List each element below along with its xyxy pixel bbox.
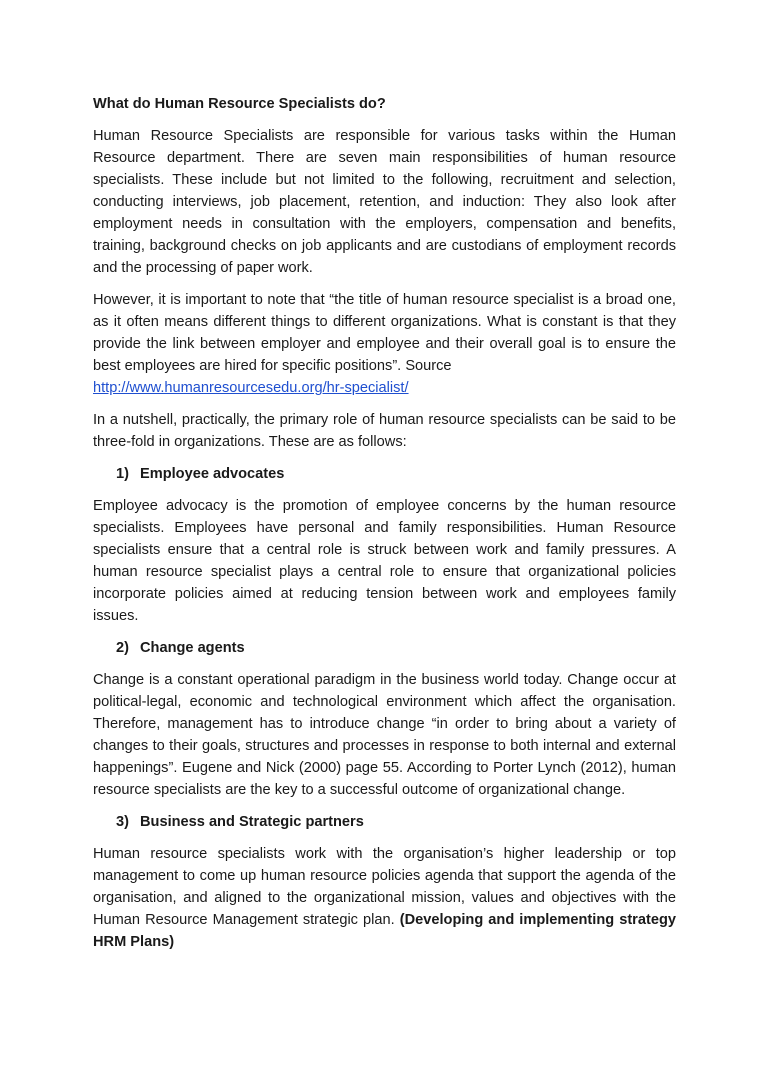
section-body-employee-advocates: Employee advocacy is the promotion of employee concerns by the human resource specialists. Employees have personal and family responsibilities. Human Resource specialists ensure that a central role is struck between work and family pressures. A human resource specialist plays a central role to ensure that organizational policies incorporate policies aimed at reducing tension between work and employees family issues.: [93, 498, 676, 624]
section-body-business-partners: [93, 843, 676, 953]
document-title: What do Human Resource Specialists do?: [93, 96, 386, 112]
source-link[interactable]: http://www.humanresourcesedu.org/hr-specialist/: [93, 380, 409, 396]
section-number: 2): [116, 640, 129, 656]
section-number: 3): [116, 814, 129, 830]
quote-paragraph: [93, 289, 676, 399]
source-label: Source: [405, 358, 452, 374]
intro-paragraph: Human Resource Specialists are responsible for various tasks within the Human Resource department. There are seven main responsibilities of human resource specialists. These include but not limited to the following, recruitment and selection, conducting interviews, job placement, retention, and induction: They also look after employment needs in consultation with the employers, compensation and benefits, training, background checks on job applicants and are custodians of employment records and the processing of paper work.: [93, 128, 676, 276]
document-page: [93, 93, 676, 963]
section-heading-text: Change agents: [140, 640, 245, 656]
section-body-text: Human resource specialists work with the organisation’s higher leadership or top management to come up human resource policies agenda that support the agenda of the organisation, and aligned to the organizational mission, values and objectives with the Human Resource Management strategic plan.: [93, 846, 676, 928]
section-heading-business-partners: [93, 811, 676, 833]
quote-text: However, it is important to note that “the title of human resource specialist is a broad one, as it often means different things to different organizations. What is constant is that they provide the link between employer and employee and their overall goal is to ensure the best employees are hired for specific positions”.: [93, 292, 676, 374]
section-heading-employee-advocates: [93, 463, 676, 485]
section-heading-change-agents: [93, 637, 676, 659]
section-number: 1): [116, 466, 129, 482]
section-heading-text: Business and Strategic partners: [140, 814, 364, 830]
section-body-change-agents: Change is a constant operational paradigm in the business world today. Change occur at political-legal, economic and technological environment which affect the organisation. Therefore, management has to introduce change “in order to bring about a variety of changes to their goals, structures and processes in response to both internal and external happenings”. Eugene and Nick (2000) page 55. According to Porter Lynch (2012), human resource specialists are the key to a successful outcome of organizational change.: [93, 672, 676, 798]
section-heading-text: Employee advocates: [140, 466, 285, 482]
section-body-bold-note: (Developing and implementing strategy HRM Plans): [93, 912, 676, 950]
nutshell-paragraph: In a nutshell, practically, the primary role of human resource specialists can be said to be three-fold in organizations. These are as follows:: [93, 412, 676, 450]
